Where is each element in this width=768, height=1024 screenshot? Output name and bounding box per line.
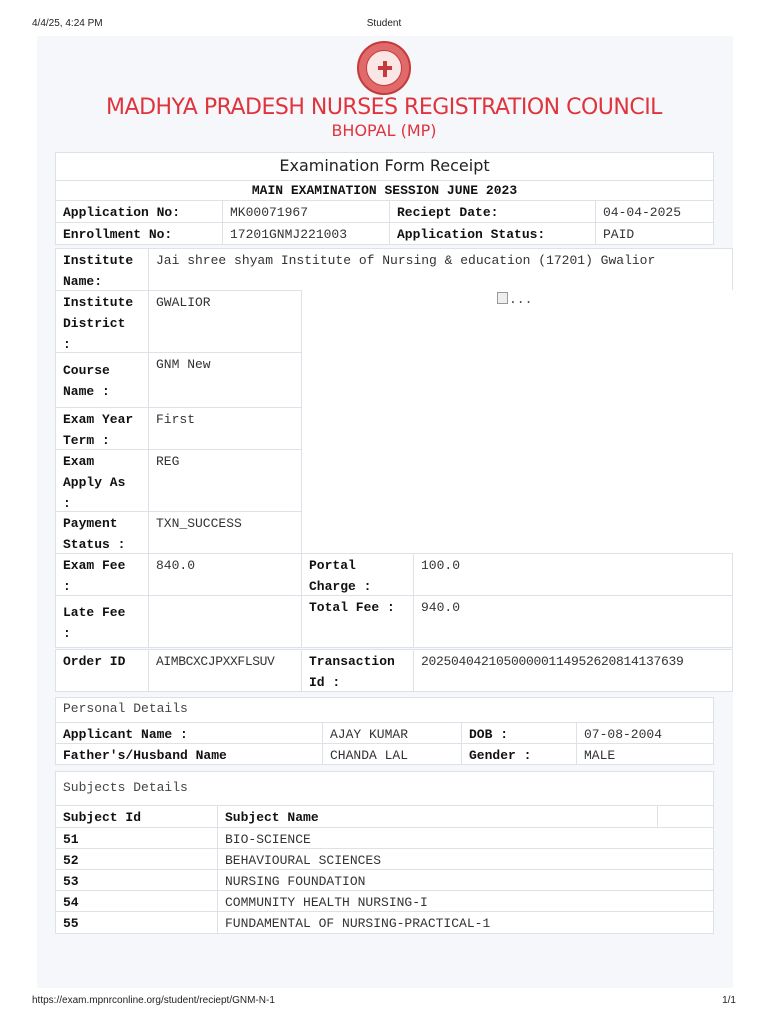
- print-url: https://exam.mpnrconline.org/student/reciept/GNM-N-1: [32, 995, 275, 1006]
- father-name-value: CHANDA LAL: [322, 743, 462, 765]
- receipt-title: Examination Form Receipt: [55, 152, 714, 181]
- applicant-name-value: AJAY KUMAR: [322, 722, 462, 744]
- total-fee-value: 940.0: [413, 595, 733, 648]
- council-seal-icon: [357, 41, 411, 95]
- council-city: BHOPAL (MP): [331, 121, 437, 140]
- receipt-date-label: Reciept Date:: [389, 200, 596, 223]
- application-status-label: Application Status:: [389, 222, 596, 245]
- personal-details-title: Personal Details: [63, 701, 188, 716]
- print-datetime: 4/4/25, 4:24 PM: [32, 18, 103, 29]
- subject-name-header: Subject Name: [217, 805, 658, 828]
- table-row-id: 53: [55, 869, 218, 891]
- gender-value: MALE: [576, 743, 714, 765]
- photo-area: [301, 290, 733, 554]
- exam-fee-value: 840.0: [148, 553, 302, 596]
- apply-as-label: Exam Apply As :: [55, 449, 149, 512]
- institute-name-label: Institute Name:: [55, 248, 149, 291]
- print-header: [0, 18, 768, 32]
- exam-year-value: First: [148, 407, 302, 450]
- portal-charge-value: 100.0: [413, 553, 733, 596]
- receipt-date-value: 04-04-2025: [595, 200, 714, 223]
- exam-fee-label: Exam Fee :: [55, 553, 149, 596]
- print-page-number: 1/1: [722, 995, 736, 1006]
- application-status-value: PAID: [595, 222, 714, 245]
- institute-district-label: Institute District :: [55, 290, 149, 353]
- table-row-id: 55: [55, 911, 218, 934]
- institute-name-value: Jai shree shyam Institute of Nursing & education (17201) Gwalior: [148, 248, 733, 291]
- table-row-name: BIO-SCIENCE: [217, 827, 714, 849]
- application-no-value: MK00071967: [222, 200, 390, 223]
- order-id-value: AIMBCXCJPXXFLSUV: [148, 649, 302, 692]
- broken-image-icon: [497, 292, 508, 304]
- total-fee-label: Total Fee :: [301, 595, 414, 648]
- late-fee-label: Late Fee :: [55, 595, 149, 648]
- father-name-label: Father's/Husband Name: [55, 743, 323, 765]
- table-row-name: BEHAVIOURAL SCIENCES: [217, 848, 714, 870]
- course-name-value: GNM New: [148, 352, 302, 408]
- order-id-label: Order ID: [55, 649, 149, 692]
- subject-header-spacer: [657, 805, 714, 828]
- transaction-id-value: 20250404210500000114952620814137639: [413, 649, 733, 692]
- transaction-id-label: Transaction Id :: [301, 649, 414, 692]
- subject-id-header: Subject Id: [55, 805, 218, 828]
- table-row-id: 52: [55, 848, 218, 870]
- application-no-label: Application No:: [55, 200, 223, 223]
- dob-value: 07-08-2004: [576, 722, 714, 744]
- payment-status-label: Payment Status :: [55, 511, 149, 554]
- late-fee-value: [148, 595, 302, 648]
- exam-year-label: Exam Year Term :: [55, 407, 149, 450]
- applicant-photo: ...: [497, 292, 532, 307]
- table-row-name: NURSING FOUNDATION: [217, 869, 714, 891]
- exam-session: MAIN EXAMINATION SESSION JUNE 2023: [55, 180, 714, 201]
- applicant-name-label: Applicant Name :: [55, 722, 323, 744]
- table-row-name: FUNDAMENTAL OF NURSING-PRACTICAL-1: [217, 911, 714, 934]
- payment-status-value: TXN_SUCCESS: [148, 511, 302, 554]
- enrollment-no-value: 17201GNMJ221003: [222, 222, 390, 245]
- course-name-label: Course Name :: [55, 352, 149, 408]
- table-row-name: COMMUNITY HEALTH NURSING-I: [217, 890, 714, 912]
- subjects-title: Subjects Details: [63, 780, 188, 795]
- institute-district-value: GWALIOR: [148, 290, 302, 353]
- table-row-id: 51: [55, 827, 218, 849]
- print-page-title: Student: [366, 18, 402, 29]
- portal-charge-label: Portal Charge :: [301, 553, 414, 596]
- table-row-id: 54: [55, 890, 218, 912]
- dob-label: DOB :: [461, 722, 577, 744]
- enrollment-no-label: Enrollment No:: [55, 222, 223, 245]
- apply-as-value: REG: [148, 449, 302, 512]
- council-name: MADHYA PRADESH NURSES REGISTRATION COUNCIL: [106, 95, 662, 120]
- gender-label: Gender :: [461, 743, 577, 765]
- print-footer: [0, 995, 768, 1009]
